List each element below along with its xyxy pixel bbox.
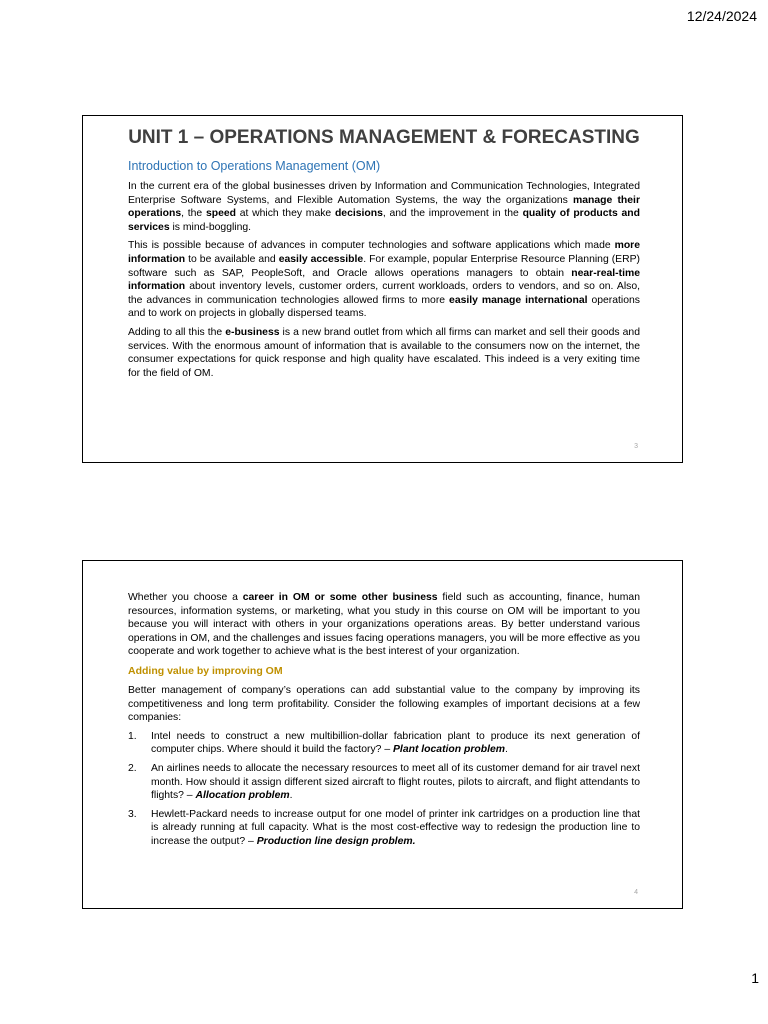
list-text: Hewlett-Packard needs to increase output for one model of printer ink cartridges on a production line that is already running at full capacity. What is the most cost-effective way to redesign the production line to increase the output? – xyxy=(151,808,640,847)
list-end: . xyxy=(505,744,508,756)
text-run: at which they make xyxy=(235,208,335,220)
problem-label: Allocation problem xyxy=(195,790,290,802)
slide-number: 4 xyxy=(634,889,638,896)
slide-number: 3 xyxy=(634,443,638,450)
bold-run: easily manage international xyxy=(449,294,588,306)
bold-run: decisions xyxy=(334,208,383,220)
slide-4-content xyxy=(128,591,640,854)
examples-list xyxy=(128,730,640,849)
text-run: to be available and xyxy=(185,253,279,265)
bold-run: quality of products and services xyxy=(128,208,640,233)
bold-run: career in OM or some other business xyxy=(242,592,438,603)
problem-label: Production line design problem. xyxy=(256,835,416,847)
bold-run: near-real-time information xyxy=(128,267,640,293)
paragraph-career xyxy=(128,591,640,659)
section-heading-adding-value: Adding value by improving OM xyxy=(128,664,283,677)
list-item xyxy=(128,730,640,757)
text-run: is a new brand outlet from which all firms can market and sell their goods and services. With the enormous amount of information that is available to the consumers now on the internet, the consumer expectations for quick response and high quality have escalated. This indeed is a very exiting time for the field of OM. xyxy=(128,326,640,379)
text-run: about inventory levels, customer orders, current workloads, orders to vendors, and so on. Also, the advances in communication technologies allowed firms to more xyxy=(128,281,640,306)
paragraph-advances xyxy=(128,239,640,321)
page-date: 12/24/2024 xyxy=(686,8,757,24)
text-run: Whether you choose a xyxy=(128,592,243,603)
slide-3-content xyxy=(128,127,640,380)
list-end: . xyxy=(289,790,293,802)
text-run: Adding to all this the xyxy=(128,326,226,338)
list-item xyxy=(128,762,640,803)
list-text: An airlines needs to allocate the necessary resources to meet all of its customer demand for air travel next month. How should it assign different sized aircraft to flight routes, pilots to aircraft, and flight attendants to flights? – xyxy=(151,762,640,802)
text-run: This is possible because of advances in computer technologies and software applications which made xyxy=(128,240,615,252)
bold-run: more information xyxy=(128,240,640,265)
bold-run: speed xyxy=(205,208,236,220)
slide-title: UNIT 1 – OPERATIONS MANAGEMENT & FORECASTING xyxy=(128,127,640,148)
text-run: , and the improvement in the xyxy=(382,208,523,220)
text-run: is mind-boggling. xyxy=(169,221,252,233)
list-number: 2. xyxy=(128,762,137,774)
paragraph-ebusiness xyxy=(128,326,640,380)
bold-run: manage their operations xyxy=(128,194,640,220)
text-run: . For example, popular Enterprise Resource Planning (ERP) software such as SAP, PeopleSoft, and Oracle allows operations managers to obtain xyxy=(128,253,641,279)
list-item xyxy=(128,808,640,849)
slide-4 xyxy=(82,560,683,909)
bold-run: easily accessible xyxy=(278,253,364,265)
list-number: 1. xyxy=(128,730,137,742)
list-number: 3. xyxy=(128,808,137,820)
slide-3 xyxy=(82,115,683,463)
text-run: operations and to work on projects in globally dispersed teams. xyxy=(128,294,640,320)
section-heading-intro: Introduction to Operations Management (OM) xyxy=(128,159,381,173)
problem-label: Plant location problem xyxy=(393,744,505,756)
paragraph-better-management: Better management of company’s operations can add substantial value to the company by improving its competitiveness and long term profitability. Consider the following examples of important decisions at a few companies: xyxy=(128,684,640,724)
bold-run: e-business xyxy=(225,326,280,338)
text-run: In the current era of the global businesses driven by Information and Communication Technologies, Integrated Enterprise Software Systems, and Flexible Automation Systems, the way the organizations xyxy=(128,181,640,206)
paragraph-intro xyxy=(128,180,640,234)
list-text: Intel needs to construct a new multibillion-dollar fabrication plant to produce its next generation of computer chips. Where should it build the factory? – xyxy=(151,730,640,756)
text-run: , the xyxy=(181,208,206,220)
text-run: field such as accounting, finance, human resources, information systems, or marketing, what you study in this course on OM will be important to you because you will interact with others in your organizations operations areas. By better understand various operations in OM, and the challenges and issues facing operations managers, you will be more effective as you cooperate and work together to achieve what is the best interest of your organization. xyxy=(128,592,640,658)
page-number: 1 xyxy=(751,970,759,986)
